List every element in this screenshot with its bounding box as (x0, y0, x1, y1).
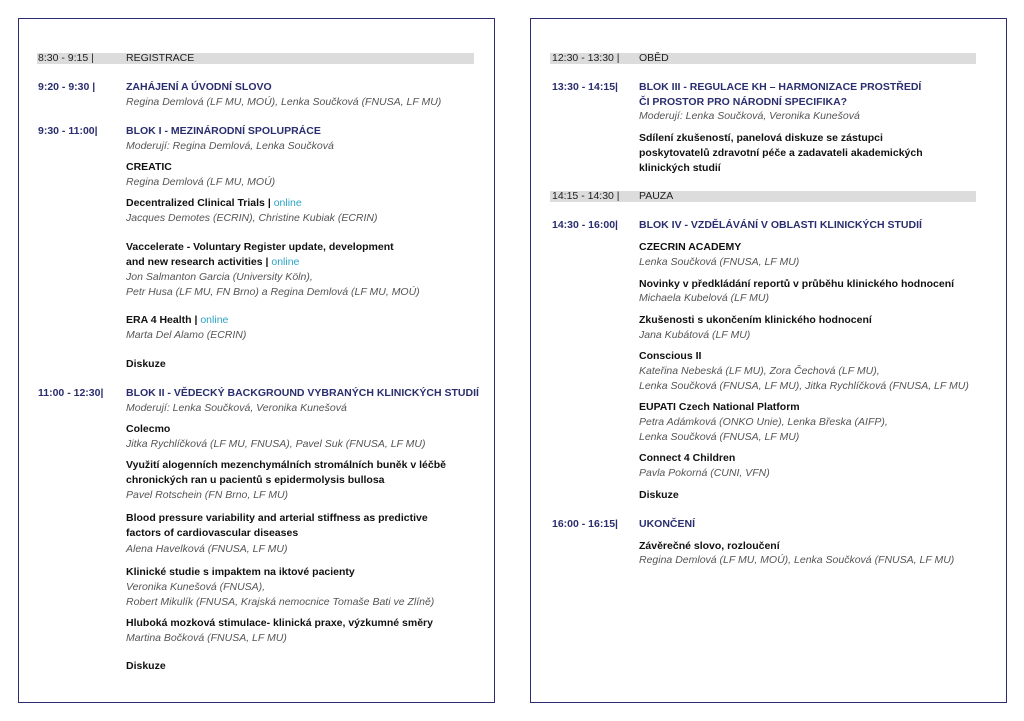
eupati-speakers-1: Petra Adámková (ONKO Unie), Lenka Břeska (AIFP), (639, 416, 888, 428)
blok3-title-1: BLOK III - REGULACE KH – HARMONIZACE PROSTŘEDÍ (639, 81, 922, 93)
blok1-title: BLOK I - MEZINÁRODNÍ SPOLUPRÁCE (126, 125, 321, 137)
dct-separator: | (267, 197, 271, 209)
era-title-line (126, 313, 228, 327)
blok3-moderators: Moderují: Lenka Součková, Veronika Kunešová (639, 110, 860, 122)
conscious-title: Conscious II (639, 350, 702, 362)
ks-title: Klinické studie s impaktem na iktové pacienty (126, 566, 355, 578)
creatic-speakers: Regina Demlová (LF MU, MOÚ) (126, 176, 276, 188)
bp-title-1: Blood pressure variability and arterial stiffness as predictive (126, 512, 428, 524)
novinky-speakers: Michaela Kubelová (LF MU) (639, 292, 769, 304)
vacc-speakers-1: Jon Salmanton Garcia (University Köln), (126, 271, 313, 283)
ukonceni-time: 16:00 - 16:15| (552, 518, 618, 530)
era-title: ERA 4 Health (126, 314, 192, 326)
zahajeni-title: ZAHÁJENÍ A ÚVODNÍ SLOVO (126, 81, 272, 93)
dct-title: Decentralized Clinical Trials (126, 197, 265, 209)
blok3-time: 13:30 - 14:15| (552, 81, 618, 93)
bp-speakers: Alena Havelková (FNUSA, LF MU) (126, 543, 288, 555)
conscious-speakers-2: Lenka Součková (FNUSA, LF MU), Jitka Rychlíčková (FNUSA, LF MU) (639, 380, 969, 392)
vyuziti-speakers: Pavel Rotschein (FN Brno, LF MU) (126, 489, 289, 501)
blok3-panel-2: poskytovatelů zdravotní péče a zadavateli akademických (639, 147, 923, 159)
vacc-speakers-2: Petr Husa (LF MU, FN Brno) a Regina Demlová (LF MU, MOÚ) (126, 286, 420, 298)
vacc-online-badge: online (271, 256, 300, 268)
registrace-bar (37, 53, 474, 64)
blok2-time: 11:00 - 12:30| (38, 387, 104, 399)
ukonceni-title: UKONČENÍ (639, 518, 696, 530)
blok2-diskuze: Diskuze (126, 660, 166, 672)
blok3-panel-3: klinických studií (639, 162, 721, 174)
dct-online-badge: online (273, 197, 302, 209)
blok1-moderators: Moderují: Regina Demlová, Lenka Součková (126, 140, 334, 152)
era-separator: | (194, 314, 198, 326)
colecmo-speakers: Jitka Rychlíčková (LF MU, FNUSA), Pavel Suk (FNUSA, LF MU) (126, 438, 426, 450)
dct-title-line (126, 196, 302, 210)
vacc-separator: | (265, 256, 269, 268)
zkusenosti-title: Zkušenosti s ukončením klinického hodnocení (639, 314, 872, 326)
zaver-speakers: Regina Demlová (LF MU, MOÚ), Lenka Součková (FNUSA, LF MU) (639, 554, 955, 566)
hms-speakers: Martina Bočková (FNUSA, LF MU) (126, 632, 287, 644)
czecrin-title: CZECRIN ACADEMY (639, 241, 742, 253)
blok1-diskuze: Diskuze (126, 358, 166, 370)
vacc-title-2: and new research activities (126, 256, 263, 268)
blok3-title-2: ČI PROSTOR PRO NÁRODNÍ SPECIFIKA? (639, 96, 848, 108)
obed-label: OBĚD (639, 52, 669, 64)
vacc-title-line-2 (126, 255, 299, 269)
connect-title: Connect 4 Children (639, 452, 736, 464)
bp-title-2: factors of cardiovascular diseases (126, 527, 299, 539)
zaver-title: Závěrečné slovo, rozloučení (639, 540, 780, 552)
czecrin-speakers: Lenka Součková (FNUSA, LF MU) (639, 256, 800, 268)
ks-speakers-2: Robert Mikulík (FNUSA, Krajská nemocnice Tomaše Bati ve Zlíně) (126, 596, 435, 608)
novinky-title: Novinky v předkládání reportů v průběhu klinického hodnocení (639, 278, 955, 290)
blok2-title: BLOK II - VĚDECKÝ BACKGROUND VYBRANÝCH KLINICKÝCH STUDIÍ (126, 387, 479, 399)
era-online-badge: online (200, 314, 229, 326)
blok4-time: 14:30 - 16:00| (552, 219, 618, 231)
blok3-panel-1: Sdílení zkušeností, panelová diskuze se zástupci (639, 132, 883, 144)
vyuziti-title-1: Využití alogenních mezenchymálních stromálních buněk v léčbě (126, 459, 446, 471)
eupati-speakers-2: Lenka Součková (FNUSA, LF MU) (639, 431, 800, 443)
blok1-time: 9:30 - 11:00| (38, 125, 98, 137)
connect-speakers: Pavla Pokorná (CUNI, VFN) (639, 467, 770, 479)
pauza-label: PAUZA (639, 190, 674, 202)
eupati-title: EUPATI Czech National Platform (639, 401, 800, 413)
zkusenosti-speakers: Jana Kubátová (LF MU) (639, 329, 751, 341)
vyuziti-title-2: chronických ran u pacientů s epidermolysis bullosa (126, 474, 385, 486)
zahajeni-time: 9:20 - 9:30 | (38, 81, 96, 93)
era-speakers: Marta Del Alamo (ECRIN) (126, 329, 247, 341)
dct-speakers: Jacques Demotes (ECRIN), Christine Kubiak (ECRIN) (126, 212, 378, 224)
registrace-time: 8:30 - 9:15 | (38, 52, 94, 64)
ks-speakers-1: Veronika Kunešová (FNUSA), (126, 581, 266, 593)
obed-time: 12:30 - 13:30 | (552, 52, 620, 64)
registrace-label: REGISTRACE (126, 52, 195, 64)
vacc-title-1: Vaccelerate - Voluntary Register update, development (126, 241, 394, 253)
hms-title: Hluboká mozková stimulace- klinická praxe, výzkumné směry (126, 617, 433, 629)
blok2-moderators: Moderují: Lenka Součková, Veronika Kunešová (126, 402, 347, 414)
pauza-time: 14:15 - 14:30 | (552, 190, 620, 202)
blok4-title: BLOK IV - VZDĚLÁVÁNÍ V OBLASTI KLINICKÝCH STUDIÍ (639, 219, 922, 231)
creatic-title: CREATIC (126, 161, 172, 173)
zahajeni-speakers: Regina Demlová (LF MU, MOÚ), Lenka Součková (FNUSA, LF MU) (126, 96, 442, 108)
conscious-speakers-1: Kateřina Nebeská (LF MU), Zora Čechová (LF MU), (639, 365, 880, 377)
colecmo-title: Colecmo (126, 423, 171, 435)
blok4-diskuze: Diskuze (639, 489, 679, 501)
